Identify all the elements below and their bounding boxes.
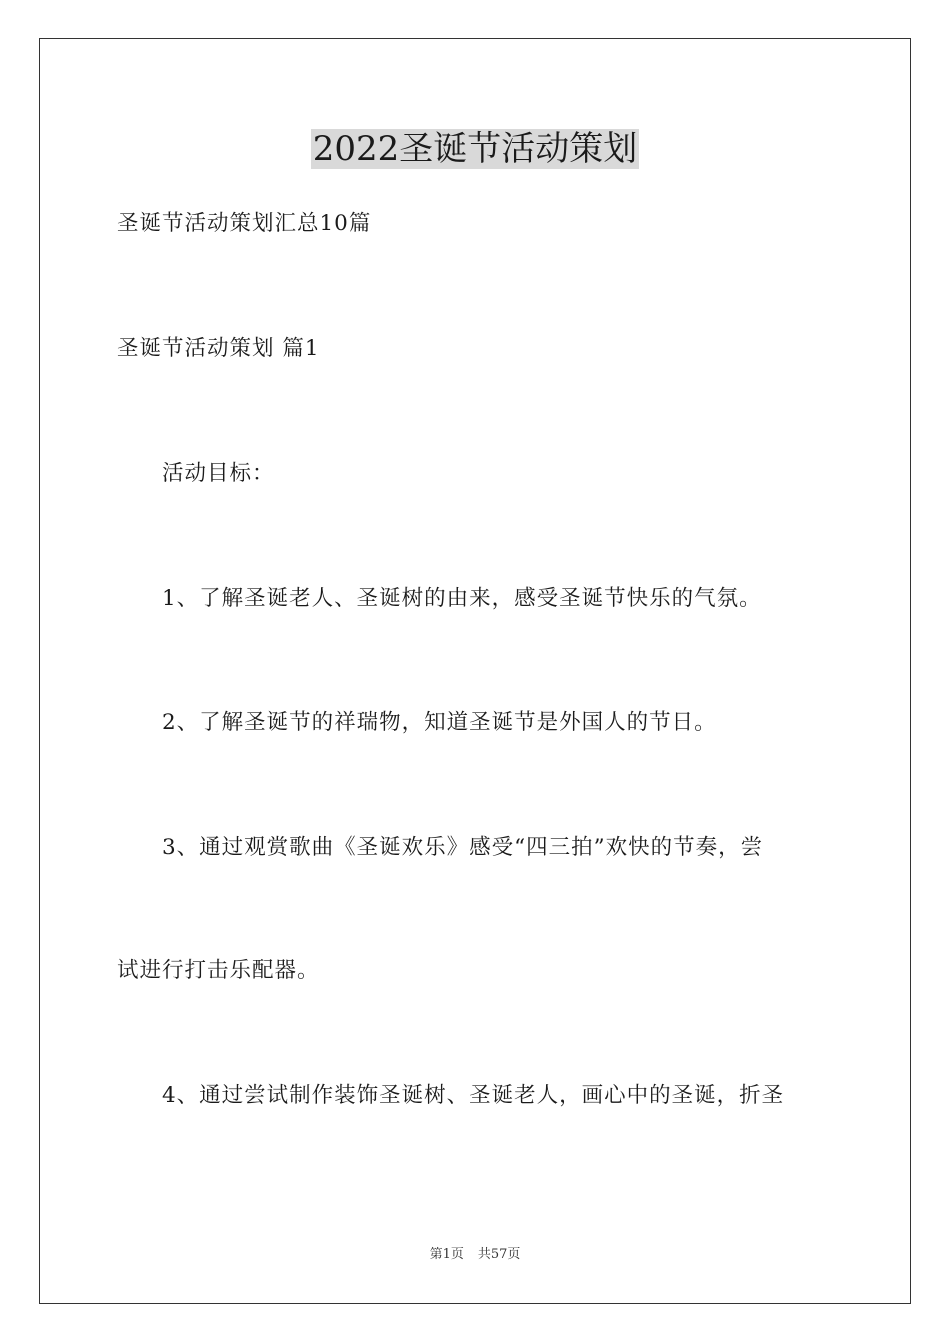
document-title xyxy=(0,126,950,172)
page-footer xyxy=(0,1246,950,1264)
section-heading: 圣诞节活动策划 篇1 xyxy=(117,336,320,361)
paragraph-line: 试进行打击乐配器。 xyxy=(117,958,320,983)
document-title-text: 2022圣诞节活动策划 xyxy=(312,129,638,169)
paragraph-line: 活动目标： xyxy=(162,461,275,486)
summary-line: 圣诞节活动策划汇总10篇 xyxy=(117,211,372,236)
paragraph-line: 1、了解圣诞老人、圣诞树的由来，感受圣诞节快乐的气氛。 xyxy=(162,586,762,611)
page-total: 共57页 xyxy=(477,1247,521,1262)
page-number: 第1页 xyxy=(429,1247,464,1262)
paragraph-line: 4、通过尝试制作装饰圣诞树、圣诞老人，画心中的圣诞，折圣 xyxy=(162,1083,785,1108)
paragraph-line: 3、通过观赏歌曲《圣诞欢乐》感受“四三拍”欢快的节奏，尝 xyxy=(162,835,764,860)
paragraph-line: 2、了解圣诞节的祥瑞物，知道圣诞节是外国人的节日。 xyxy=(162,710,717,735)
